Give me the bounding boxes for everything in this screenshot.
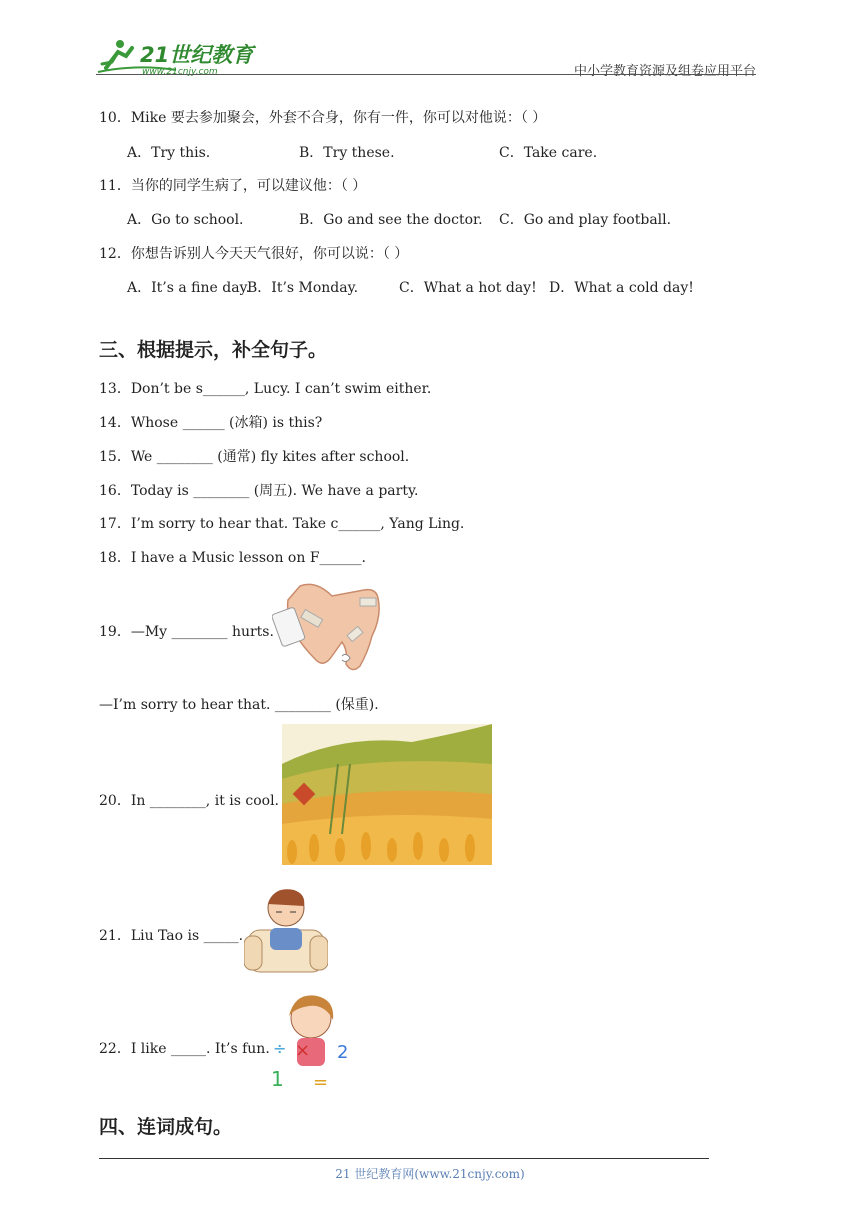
question-18: 18．I have a Music lesson on F______. [99,550,366,566]
q12-option-c: C．What a hot day! [399,280,537,296]
question-12: 12．你想告诉别人今天天气很好，你可以说：（ ） [99,246,409,262]
question-21: 21．Liu Tao is _____. [99,928,244,944]
injured-hand-image [272,576,394,680]
svg-text:www.21cnjy.com: www.21cnjy.com [142,67,218,77]
q11-option-c: C．Go and play football. [499,212,672,228]
question-15: 15．We ________ (通常) fly kites after school. [99,449,410,465]
svg-text:÷: ÷ [273,1039,287,1058]
site-logo [96,38,266,78]
footer-text[interactable]: 21 世纪教育网(www.21cnjy.com) [335,1167,525,1181]
svg-text:1: 1 [271,1067,284,1091]
question-17: 17．I’m sorry to hear that. Take c______, Yang Ling. [99,516,465,532]
question-11: 11．当你的同学生病了，可以建议他：（ ） [99,178,367,194]
question-16: 16．Today is ________ (周五). We have a party. [99,483,419,499]
question-19: 19．—My ________ hurts. [99,624,274,640]
svg-text:=: = [313,1072,329,1092]
svg-text:×: × [295,1040,311,1061]
header-divider [96,74,756,75]
question-22: 22．I like _____. It’s fun. [99,1041,270,1057]
question-13: 13．Don’t be s______, Lucy. I can’t swim either. [99,381,432,397]
footer-divider [99,1158,709,1159]
section-3-title: 三、根据提示，补全句子。 [99,339,328,361]
q11-option-a: A．Go to school. [127,212,244,228]
question-10: 10．Mike 要去参加聚会，外套不合身，你有一件，你可以对他说：（ ） [99,110,547,126]
autumn-field-image [282,724,492,865]
tired-boy-image [244,884,328,976]
section-4-title: 四、连词成句。 [99,1116,233,1138]
q10-option-b: B．Try these. [299,145,395,161]
q10-option-a: A．Try this. [127,145,211,161]
question-19-reply: —I’m sorry to hear that. ________ (保重). [99,697,379,713]
girl-math-image [265,992,359,1092]
q12-option-b: B．It’s Monday. [247,280,359,296]
question-14: 14．Whose ______ (冰箱) is this? [99,415,323,431]
q10-option-c: C．Take care. [499,145,598,161]
svg-text:2: 2 [337,1042,349,1063]
q11-option-b: B．Go and see the doctor. [299,212,483,228]
q12-option-a: A．It’s a fine day. [127,280,251,296]
question-20: 20．In ________, it is cool. [99,793,280,809]
q12-option-d: D．What a cold day! [549,280,694,296]
platform-name: 中小学教育资源及组卷应用平台 [573,64,756,79]
svg-text:21世纪教育: 21世纪教育 [140,43,254,67]
